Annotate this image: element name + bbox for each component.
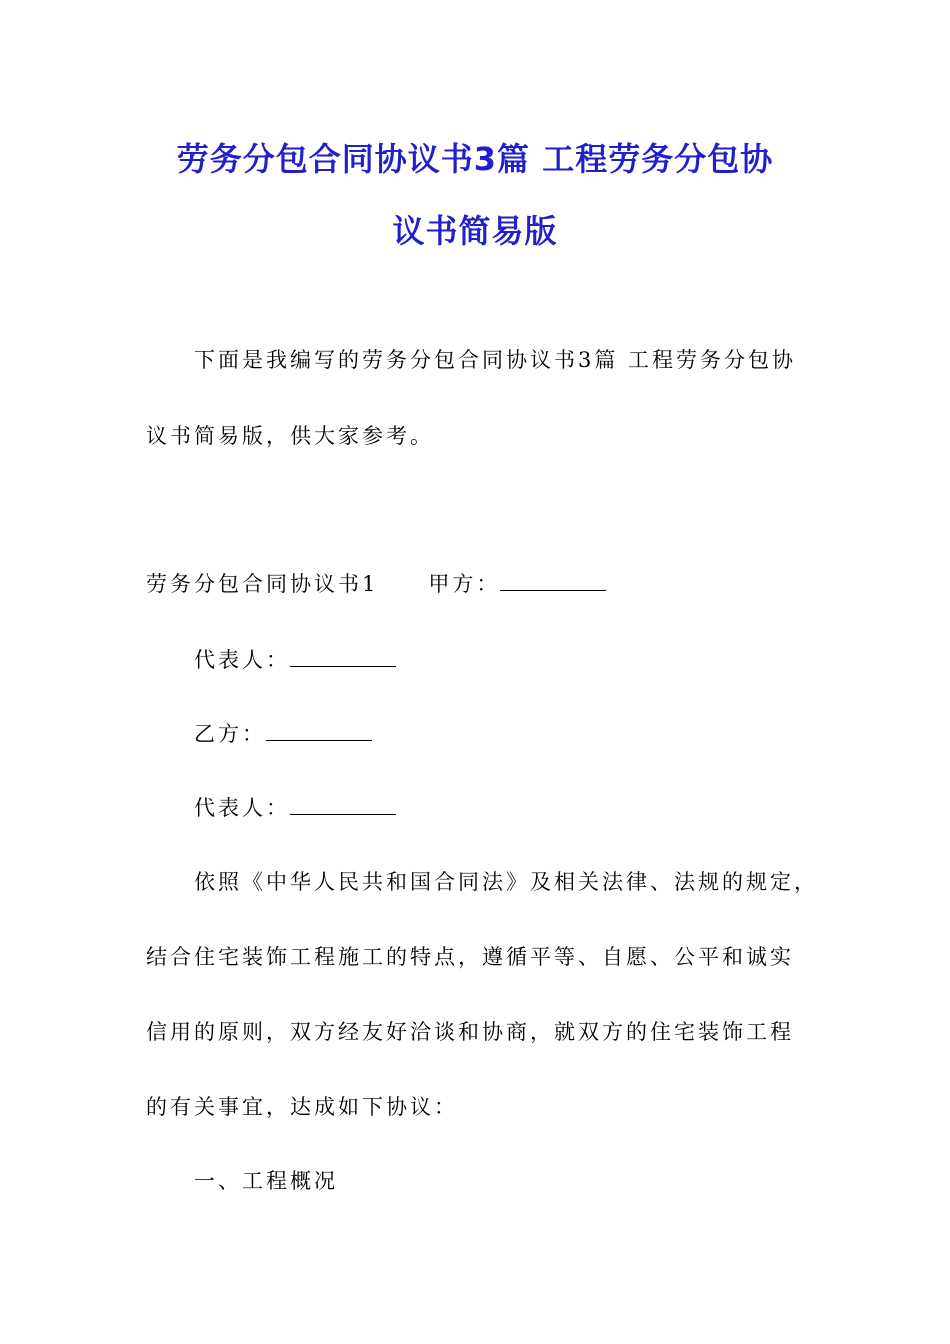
rep-b-blank [290,796,396,815]
section-label: 劳务分包合同协议书1 [146,572,379,596]
party-a-blank [500,572,606,591]
party-b-line [194,720,372,748]
rep-b-line [194,794,396,822]
document-title-line-1: 劳务分包合同协议书3篇 工程劳务分包协 [176,140,774,178]
rep-b-label: 代表人： [194,796,290,820]
body-line-1: 依照《中华人民共和国合同法》及相关法律、法规的规定， [194,870,818,894]
rep-a-label: 代表人： [194,648,290,672]
body-line-3: 信用的原则，双方经友好洽谈和协商，就双方的住宅装饰工程 [146,1020,794,1044]
body-line-4: 的有关事宜，达成如下协议： [146,1095,458,1119]
rep-a-line [194,646,396,674]
party-b-label: 乙方： [194,722,266,746]
rep-a-blank [290,648,396,667]
section-label-line [146,570,606,598]
body-line-2: 结合住宅装饰工程施工的特点，遵循平等、自愿、公平和诚实 [146,945,794,969]
party-a-label: 甲方： [428,572,501,596]
document-title-line-2: 议书简易版 [392,212,558,250]
intro-line-2: 议书简易版，供大家参考。 [146,424,434,448]
intro-line-1: 下面是我编写的劳务分包合同协议书3篇 工程劳务分包协 [194,348,797,372]
section-heading-1: 一、工程概况 [194,1169,338,1193]
party-b-blank [266,722,372,741]
